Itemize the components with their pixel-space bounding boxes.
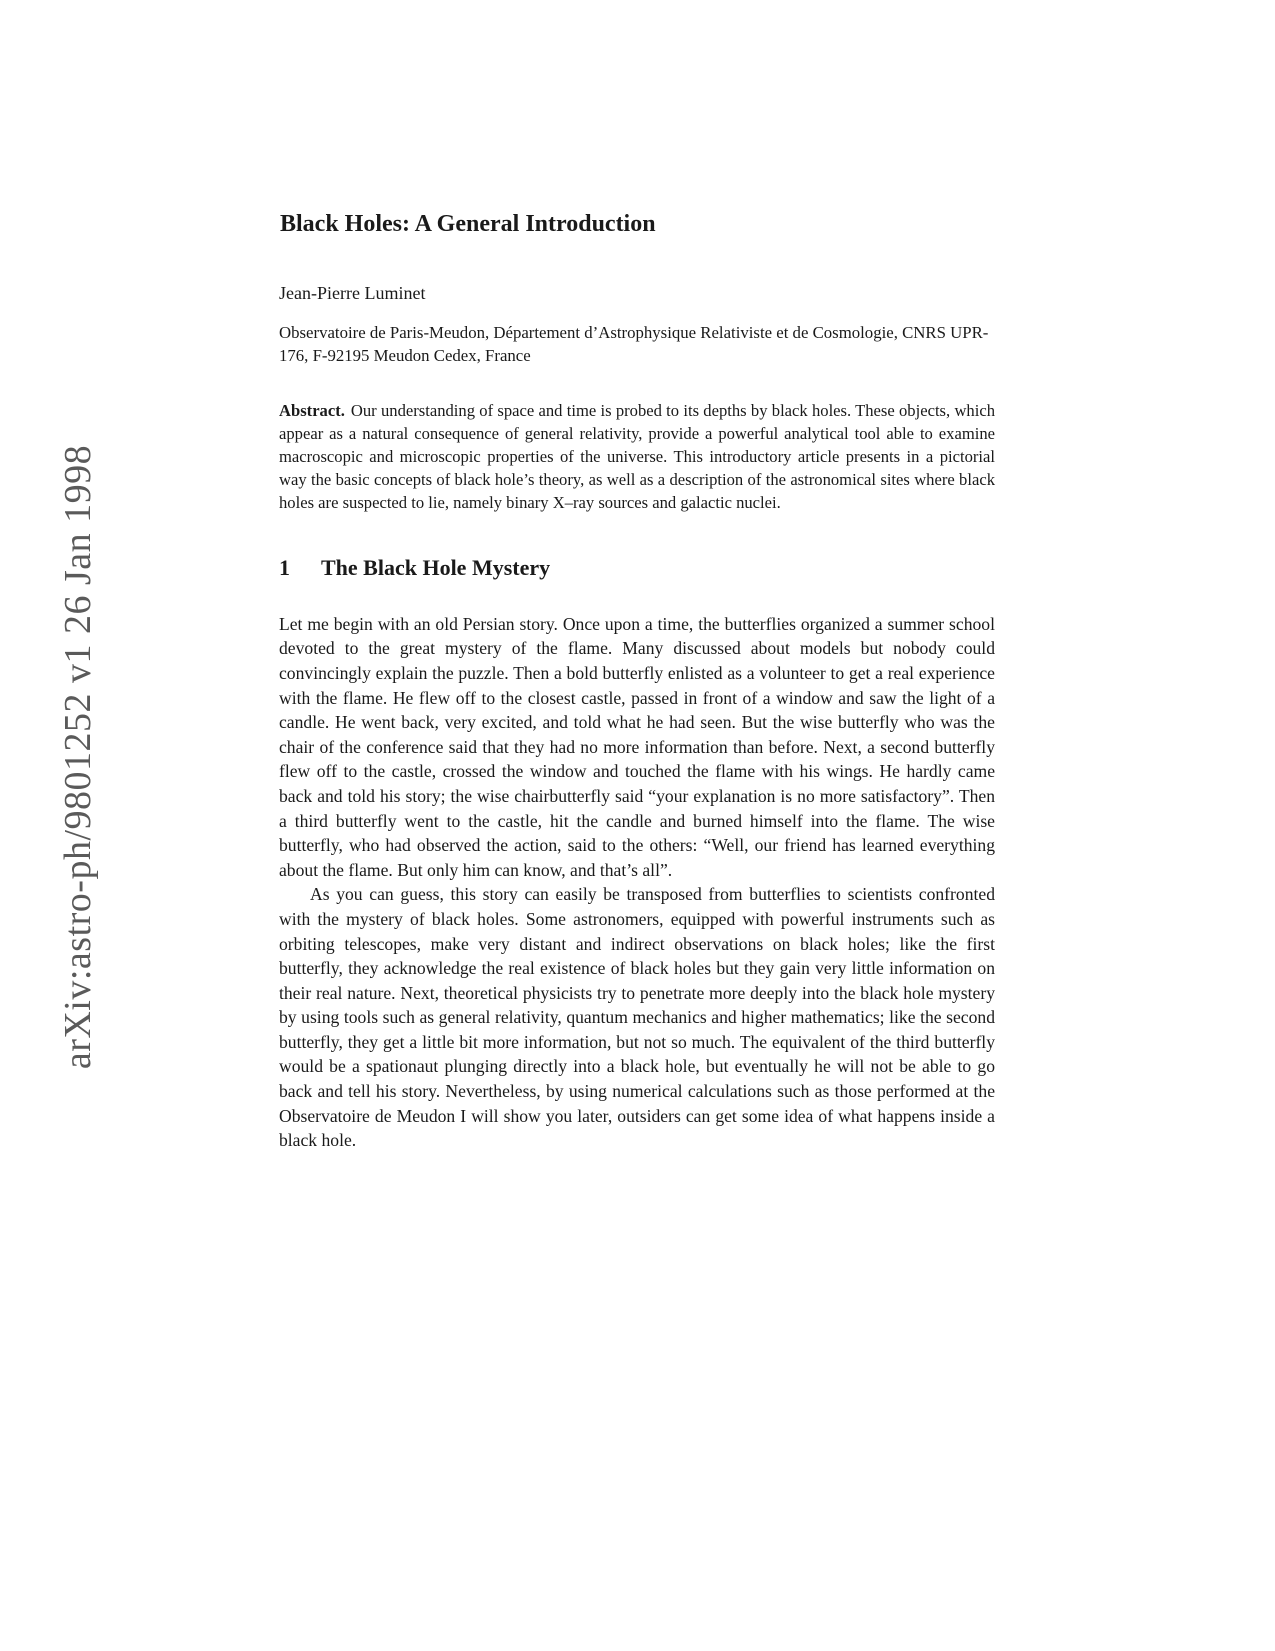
section-body xyxy=(279,612,995,1153)
paper-page xyxy=(279,210,995,1153)
author-affiliation: Observatoire de Paris-Meudon, Département d’Astrophysique Relativiste et de Cosmologie, CNRS UPR-176, F-92195 Meudon Cedex, France xyxy=(279,323,989,366)
abstract-label: Abstract. xyxy=(279,401,345,421)
abstract-text: Our understanding of space and time is probed to its depths by black holes. These objects, which appear as a natural consequence of general relativity, provide a powerful analytical tool able to examine macroscopic and microscopic properties of the universe. This introductory article presents in a pictorial way the basic concepts of black hole’s theory, as well as a description of the astronomical sites where black holes are suspected to lie, namely binary X–ray sources and galactic nuclei. xyxy=(279,401,995,513)
body-paragraph: As you can guess, this story can easily be transposed from butterflies to scientists confronted with the mystery of black holes. Some astronomers, equipped with powerful instruments such as orbiting telescopes, make very distant and indirect observations on black holes; like the first butterfly, they acknowledge the real existence of black holes but they gain very little information on their real nature. Next, theoretical physicists try to penetrate more deeply into the black hole mystery by using tools such as general relativity, quantum mechanics and higher mathematics; like the second butterfly, they get a little bit more information, but not so much. The equivalent of the third butterfly would be a spationaut plunging directly into a black hole, but eventually he will not be able to go back and tell his story. Nevertheless, by using numerical calculations such as those performed at the Observatoire de Meudon I will show you later, outsiders can get some idea of what happens inside a black hole. xyxy=(279,884,995,1151)
body-paragraph: Let me begin with an old Persian story. Once upon a time, the butterflies organized a summer school devoted to the great mystery of the flame. Many discussed about models but nobody could convincingly explain the puzzle. Then a bold butterfly enlisted as a volunteer to get a real experience with the flame. He flew off to the closest castle, passed in front of a window and saw the light of a candle. He went back, very excited, and told what he had seen. But the wise butterfly who was the chair of the conference said that they had no more information than before. Next, a second butterfly flew off to the castle, crossed the window and touched the flame with his wings. He hardly came back and told his story; the wise chairbutterfly said “your explanation is no more satisfactory”. Then a third butterfly went to the castle, hit the candle and burned himself into the flame. The wise butterfly, who had observed the action, said to the others: “Well, our friend has learned everything about the flame. But only him can know, and that’s all”. xyxy=(279,613,995,880)
arxiv-identifier: arXiv:astro-ph/9801252 v1 26 Jan 1998 xyxy=(57,444,99,1070)
section-title: The Black Hole Mystery xyxy=(321,555,551,581)
abstract xyxy=(279,399,995,514)
paper-title: Black Holes: A General Introduction xyxy=(280,211,656,237)
section-heading xyxy=(279,555,995,581)
author-name: Jean-Pierre Luminet xyxy=(279,282,426,303)
section-number: 1 xyxy=(279,555,290,581)
arxiv-stamp xyxy=(54,427,102,1087)
